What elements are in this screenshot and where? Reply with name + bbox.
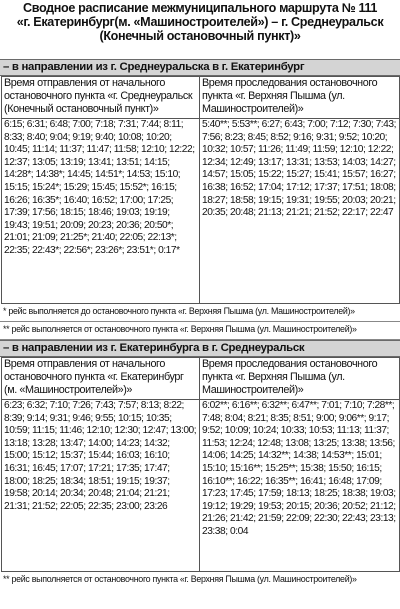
title-line-3: (Конечный остановочный пункт)» [99, 29, 301, 44]
page-title [0, 0, 400, 59]
table-row [2, 119, 400, 304]
departure-column-header: Время отправления от начального остановочного пункта «г. Екатеринбург (м. «Машиностроителей»)» [2, 358, 200, 400]
departure-times-cell: 6:15; 6:31; 6:48; 7:00; 7:18; 7:31; 7:44; 8:11; 8:33; 8:40; 9:04; 9:19; 9:40; 10:08; 10:20; 10:45; 11:14; 11:37; 11:47; 11:58; 12:10; 12:22; 12:37; 13:05; 13:19; 13:41; 13:51; 14:15; 14:28*; 14:38*; 14:45; 14:51*; 14:53; 15:10; 15:15; 15:24*; 15:29; 15:45; 15:52*; 16:15; 16:26; 16:35*; 16:40; 16:52; 17:00; 17:25; 17:39; 17:56; 18:15; 18:46; 19:03; 19:19; 19:43; 19:51; 20:09; 20:23; 20:36; 20:50*; 21:01; 21:09; 21:25*; 21:40; 22:05; 22:13*; 22:35; 22:43*; 22:56*; 23:26*; 23:51*; 0:17* [2, 119, 200, 304]
schedule-table-to-sredneuralsk [1, 357, 400, 572]
title-line-2: «г. Екатеринбург(м. «Машиностроителей») – г. Среднеуральск [16, 15, 384, 30]
departure-times-cell: 6:23; 6:32; 7:10; 7:26; 7:43; 7:57; 8:13; 8:22; 8:39; 9:14; 9:31; 9:46; 9:55; 10:15; 10:35; 10:59; 11:15; 11:46; 12:10; 12:30; 12:47; 13:00; 13:18; 13:28; 13:47; 14:00; 14:23; 14:32; 15:00; 15:12; 15:37; 15:44; 16:03; 16:10; 16:31; 16:45; 17:07; 17:21; 17:35; 17:47; 18:00; 18:25; 18:34; 18:51; 19:15; 19:37; 19:58; 20:14; 20:34; 20:48; 21:04; 21:21; 21:31; 21:52; 22:05; 22:35; 23:00; 23:26 [2, 400, 200, 572]
title-line-1: Сводное расписание межмуниципального маршрута № 111 [22, 1, 378, 15]
footnote-double-star: ** рейс выполняется от остановочного пункта «г. Верхняя Пышма (ул. Машиностроителей)» [0, 322, 400, 340]
pass-times-cell: 6:02**; 6:16**; 6:32**; 6:47**; 7:01; 7:10; 7:28**; 7:48; 8:04; 8:21; 8:35; 8:51; 9:00; 9:06**; 9:17; 9:52; 10:09; 10:24; 10:33; 10:53; 11:13; 11:37; 11:53; 12:24; 12:48; 13:08; 13:25; 13:38; 13:56; 14:06; 14:25; 14:32**; 14:38; 14:53**; 15:01; 15:10; 15:16**; 15:25**; 15:38; 15:50; 16:15; 16:10**; 16:22; 16:35**; 16:41; 16:48; 17:09; 17:23; 17:45; 17:59; 18:13; 18:25; 18:38; 19:03; 19:12; 19:29; 19:53; 20:15; 20:36; 20:52; 21:12; 21:26; 21:42; 21:59; 22:09; 22:30; 22:43; 23:13; 23:38; 0:04 [200, 400, 400, 572]
footnote-double-star: ** рейс выполняется от остановочного пункта «г. Верхняя Пышма (ул. Машиностроителей)» [3, 574, 357, 584]
section-heading-to-sredneuralsk: – в направлении из г. Екатеринбурга в г. Среднеуральск [0, 340, 400, 357]
pass-column-header: Время проследования остановочного пункта «г. Верхняя Пышма (ул. Машиностроителей)» [200, 77, 400, 119]
pass-times-cell: 5:40**; 5:53**; 6:27; 6:43; 7:00; 7:12; 7:30; 7:43; 7:56; 8:23; 8:45; 8:52; 9:16; 9:31; 9:52; 10:20; 10:32; 10:57; 11:26; 11:49; 11:59; 12:10; 12:22; 12:34; 12:49; 13:17; 13:31; 13:53; 14:03; 14:27; 14:57; 15:05; 15:22; 15:27; 15:41; 15:57; 16:27; 16:38; 16:52; 17:04; 17:12; 17:37; 17:51; 18:08; 18:27; 18:58; 19:15; 19:31; 19:55; 20:03; 20:21; 20:35; 20:48; 21:13; 21:21; 21:52; 22:17; 22:47 [200, 119, 400, 304]
table-header-row [2, 77, 400, 119]
table-header-row [2, 358, 400, 400]
departure-column-header: Время отправления от начального остановочного пункта «г. Среднеуральск (Конечный остановочный пункт)» [2, 77, 200, 119]
footnote-single-star: * рейс выполняется до остановочного пункта «г. Верхняя Пышма (ул. Машиностроителей)» [0, 304, 400, 322]
pass-column-header: Время проследования остановочного пункта «г. Верхняя Пышма (ул. Машиностроителей)» [200, 358, 400, 400]
section-heading-to-ekaterinburg: – в направлении из г. Среднеуральска в г. Екатеринбург [0, 59, 400, 76]
schedule-table-to-ekaterinburg [1, 76, 400, 304]
table-row [2, 400, 400, 572]
